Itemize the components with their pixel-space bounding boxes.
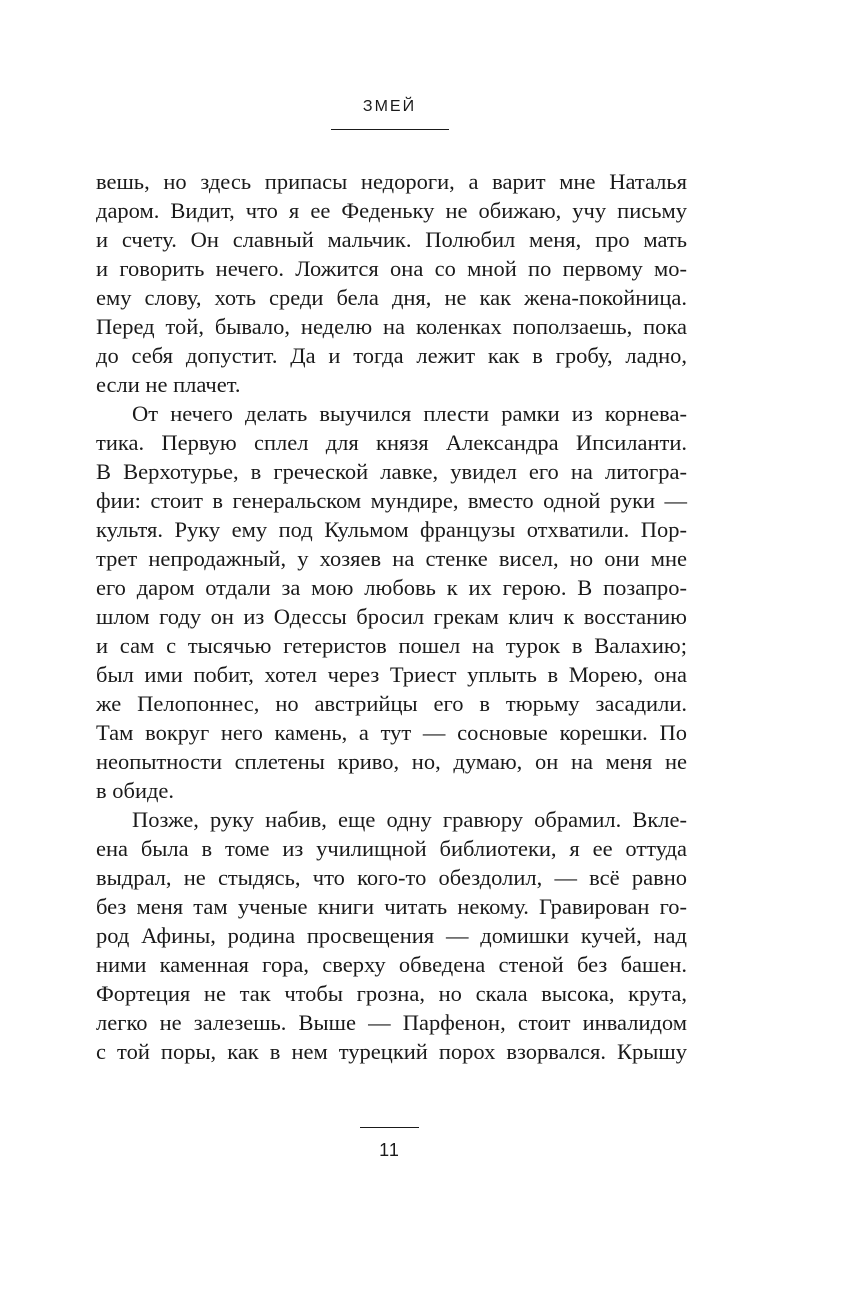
paragraph — [96, 167, 687, 399]
page-number: 11 — [379, 1140, 400, 1160]
paragraph — [96, 805, 687, 1066]
text-line: если не плачет. — [96, 372, 241, 397]
text-line: тика. Первую сплел для князя Александра Ипсиланти. — [96, 430, 687, 455]
running-head: ЗМЕЙ — [362, 98, 417, 115]
paragraph — [96, 399, 687, 805]
text-line: вешь, но здесь припасы недороги, а варит мне Наталья — [96, 169, 687, 194]
text-line: был ими побит, хотел через Триест уплыть в Морею, она — [96, 662, 687, 687]
text-line: до себя допустит. Да и тогда лежит как в гробу, ладно, — [96, 343, 687, 368]
text-line: же Пелопоннес, но австрийцы его в тюрьму засадили. — [96, 691, 687, 716]
text-line: От нечего делать выучился плести рамки из корнева- — [132, 401, 687, 426]
text-line: его даром отдали за мою любовь к их герою. В позапро- — [96, 575, 687, 600]
text-line: Позже, руку набив, еще одну гравюру обрамил. Вкле- — [132, 807, 687, 832]
text-line: без меня там ученые книги читать некому. Гравирован го- — [96, 894, 687, 919]
text-line: с той поры, как в нем турецкий порох взорвался. Крышу — [96, 1039, 687, 1064]
text-line: неопытности сплетены криво, но, думаю, он на меня не — [96, 749, 687, 774]
text-line: ними каменная гора, сверху обведена стеной без башен. — [96, 952, 687, 977]
text-line: Там вокруг него камень, а тут — сосновые корешки. По — [96, 720, 687, 745]
text-line: и говорить нечего. Ложится она со мной по первому мо- — [96, 256, 687, 281]
text-line: в обиде. — [96, 778, 175, 803]
text-line: Фортеция не так чтобы грозна, но скала высока, крута, — [96, 981, 687, 1006]
text-line: культя. Руку ему под Кульмом французы отхватили. Пор- — [96, 517, 687, 542]
body-text — [96, 167, 687, 1066]
text-line: и сам с тысячью гетеристов пошел на турок в Валахию; — [96, 633, 687, 658]
text-line: ена была в томе из училищной библиотеки, я ее оттуда — [96, 836, 687, 861]
text-line: выдрал, не стыдясь, что кого-то обездолил, — всё равно — [96, 865, 687, 890]
text-line: Перед той, бывало, неделю на коленках поползаешь, пока — [96, 314, 687, 339]
text-line: фии: стоит в генеральском мундире, вместо одной руки — — [96, 488, 687, 513]
text-line: ему слову, хоть среди бела дня, не как жена-покойница. — [96, 285, 687, 310]
text-line: В Верхотурье, в греческой лавке, увидел его на литогра- — [96, 459, 687, 484]
text-line: род Афины, родина просвещения — домишки кучей, над — [96, 923, 687, 948]
text-line: трет непродажный, у хозяев на стенке висел, но они мне — [96, 546, 687, 571]
header-rule — [331, 129, 449, 130]
text-line: шлом году он из Одессы бросил грекам клич к восстанию — [96, 604, 687, 629]
text-line: и счету. Он славный мальчик. Полюбил меня, про мать — [96, 227, 687, 252]
footer-rule — [360, 1127, 419, 1128]
text-line: даром. Видит, что я ее Феденьку не обижаю, учу письму — [96, 198, 687, 223]
text-line: легко не залезешь. Выше — Парфенон, стоит инвалидом — [96, 1010, 687, 1035]
